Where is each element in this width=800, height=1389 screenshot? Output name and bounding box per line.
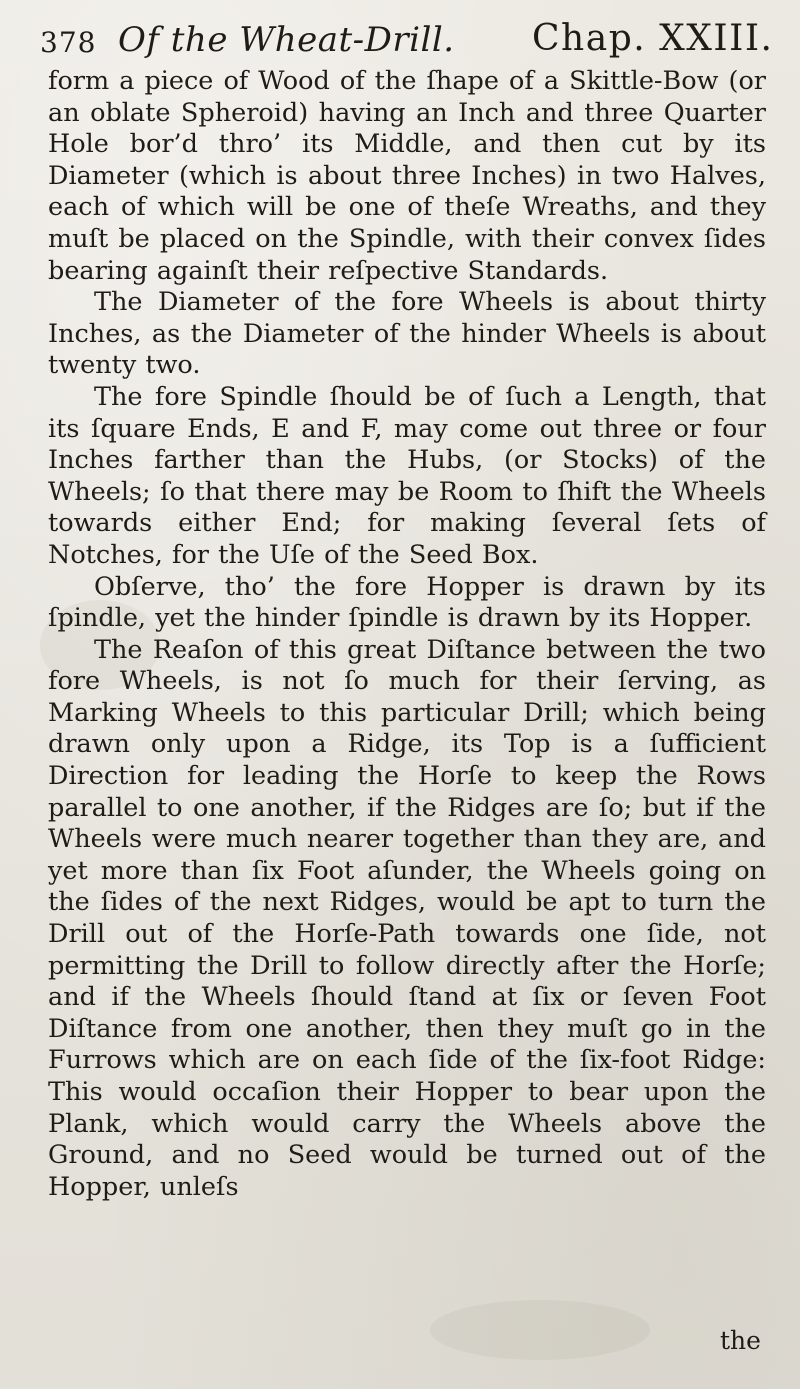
chapter-heading: Chap. XXIII. — [532, 18, 774, 59]
catchword: the — [720, 1326, 761, 1355]
running-title: Of the Wheat-Drill. — [118, 20, 455, 60]
paragraph: Obſerve, tho’ the fore Hopper is drawn by its ſpindle, yet the hinder ſpindle is drawn by its Hopper. — [48, 571, 766, 634]
paragraph: form a piece of Wood of the ſhape of a Skittle-Bow (or an oblate Spheroid) having an Inch and three Quarter Hole bor’d thro’ its Middle, and then cut by its Diameter (which is about three Inches) in two Halves, each of which will be one of theſe Wreaths, and they muſt be placed on the Spindle, with their convex ſides bearing againſt their reſpective Standards. — [48, 66, 766, 286]
page-number: 378 — [40, 26, 97, 59]
paragraph: The Diameter of the fore Wheels is about thirty Inches, as the Diameter of the hinder Wheels is about twenty two. — [48, 287, 766, 381]
page-header — [0, 8, 800, 64]
paragraph: The Reaſon of this great Diſtance between the two fore Wheels, is not ſo much for their ſerving, as Marking Wheels to this particular Drill; which being drawn only upon a Ridge, its Top is a ſufficient Direction for leading the Horſe to keep the Rows parallel to one another, if the Ridges are ſo; but if the Wheels were much nearer together than they are, and yet more than ſix Foot aſunder, the Wheels going on the ſides of the next Ridges, would be apt to turn the Drill out of the Horſe-Path towards one ſide, not permitting the Drill to follow directly after the Horſe; and if the Wheels ſhould ſtand at ſix or ſeven Foot Diſtance from one another, then they muſt go in the Furrows which are on each ſide of the ſix-foot Ridge: This would occaſion their Hopper to bear upon the Plank, which would carry the Wheels above the Ground, and no Seed would be turned out of the Hopper, unleſs — [48, 634, 766, 1202]
paper-stain — [430, 1300, 650, 1360]
paragraph: The fore Spindle ſhould be of ſuch a Length, that its ſquare Ends, E and F, may come out three or four Inches farther than the Hubs, (or Stocks) of the Wheels; ſo that there may be Room to ſhift the Wheels towards either End; for making ſeveral ſets of Notches, for the Uſe of the Seed Box. — [48, 381, 766, 570]
body-text — [48, 66, 766, 1203]
